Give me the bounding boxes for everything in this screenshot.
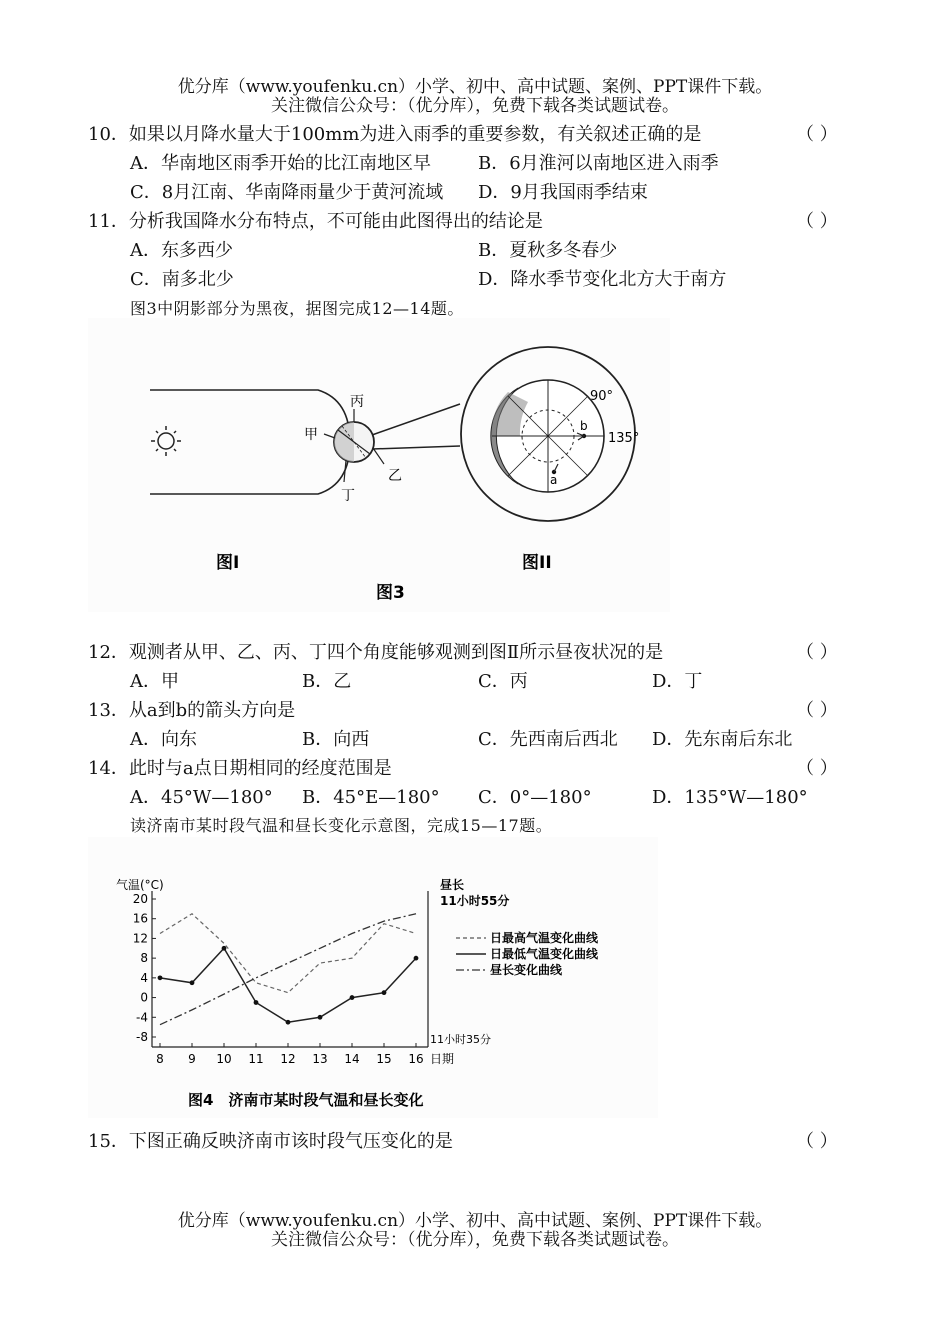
temperature-daylength-chart [88, 837, 658, 1118]
series-line-solid [160, 948, 416, 1022]
orbit-path [150, 390, 350, 494]
y-tick-label: -4 [136, 1010, 148, 1025]
answer-blank-14[interactable]: （ ） [796, 758, 838, 779]
question-10: 10．如果以月降水量大于100mm为进入雨季的重要参数，有关叙述正确的是 [88, 124, 702, 145]
data-point [382, 990, 387, 995]
q14-option-b[interactable]: B．45°E—180° [302, 787, 440, 808]
question-15: 15．下图正确反映济南市该时段气压变化的是 [88, 1131, 453, 1152]
label-b: b [580, 419, 588, 433]
x-tick-label: 10 [216, 1052, 232, 1066]
zoom-diagram [461, 347, 639, 521]
answer-blank-13[interactable]: （ ） [796, 700, 838, 721]
x-axis-label: 日期 [430, 1052, 455, 1066]
data-point [414, 956, 419, 961]
header-line-1: 优分库（www.youfenku.cn）小学、初中、高中试题、案例、PPT课件下载。 [177, 77, 773, 97]
y-tick-label: 0 [140, 990, 148, 1005]
y-tick-label: 16 [132, 911, 148, 926]
page-header [0, 78, 950, 116]
x-tick-label: 12 [280, 1052, 296, 1066]
legend-daylength: 昼长变化曲线 [490, 963, 563, 977]
page-footer [0, 1212, 950, 1250]
figure-3 [88, 318, 670, 612]
label-135: 135° [608, 431, 640, 446]
series-line-dashed [160, 914, 416, 993]
header-line-2: 关注微信公众号：（优分库），免费下载各类试题试卷。 [271, 96, 679, 116]
y2-top-label: 11小时55分 [440, 894, 510, 908]
figure3-intro: 图3中阴影部分为黑夜，据图完成12—14题。 [130, 299, 464, 318]
answer-blank-15[interactable]: （ ） [796, 1131, 838, 1152]
q11-option-b[interactable]: B．夏秋多冬春少 [478, 240, 618, 261]
q14-option-a[interactable]: A．45°W—180° [130, 787, 273, 808]
q10-option-b[interactable]: B．6月淮河以南地区进入雨季 [478, 153, 719, 174]
label-ding: 丁 [341, 488, 355, 504]
q10-option-a[interactable]: A．华南地区雨季开始的比江南地区早 [130, 153, 431, 174]
data-point [286, 1020, 291, 1025]
footer-line-2: 关注微信公众号：（优分库），免费下载各类试题试卷。 [271, 1230, 679, 1250]
q13-option-a[interactable]: A．向东 [130, 729, 197, 750]
q12-option-d[interactable]: D．丁 [652, 671, 703, 692]
q14-option-c[interactable]: C．0°—180° [478, 787, 592, 808]
q10-option-c[interactable]: C．8月江南、华南降雨量少于黄河流域 [130, 182, 444, 203]
data-point [254, 1000, 259, 1005]
q11-option-a[interactable]: A．东多西少 [130, 240, 233, 261]
q11-option-c[interactable]: C．南多北少 [130, 269, 234, 290]
data-point [350, 995, 355, 1000]
y-tick-label: 4 [140, 970, 148, 985]
q12-option-b[interactable]: B．乙 [302, 671, 352, 692]
y-tick-label: 8 [140, 951, 148, 966]
question-13: 13．从a到b的箭头方向是 [88, 700, 296, 721]
data-point [318, 1015, 323, 1020]
data-point [190, 980, 195, 985]
y-tick-label: 12 [132, 931, 148, 946]
label-yi: 乙 [388, 468, 402, 484]
label-a: a [550, 473, 558, 487]
figure4-intro: 读济南市某时段气温和昼长变化示意图，完成15—17题。 [130, 816, 553, 835]
q14-option-d[interactable]: D．135°W—180° [652, 787, 808, 808]
answer-blank-11[interactable]: （ ） [796, 211, 838, 232]
answer-blank-10[interactable]: （ ） [796, 124, 838, 145]
data-point [158, 975, 163, 980]
label-jia: 甲 [304, 427, 318, 443]
question-11: 11．分析我国降水分布特点，不可能由此图得出的结论是 [88, 211, 543, 232]
data-point [222, 946, 227, 951]
question-14: 14．此时与a点日期相同的经度范围是 [88, 758, 392, 779]
x-tick-label: 13 [312, 1052, 328, 1066]
x-tick-label: 11 [248, 1052, 264, 1066]
footer-line-1: 优分库（www.youfenku.cn）小学、初中、高中试题、案例、PPT课件下载。 [177, 1211, 773, 1231]
q13-option-b[interactable]: B．向西 [302, 729, 370, 750]
answer-blank-12[interactable]: （ ） [796, 642, 838, 663]
x-tick-label: 9 [188, 1052, 196, 1066]
x-tick-label: 14 [344, 1052, 360, 1066]
q13-option-c[interactable]: C．先西南后西北 [478, 729, 618, 750]
series-line-dashdot [160, 914, 416, 1025]
fig1-label: 图I [216, 553, 240, 573]
q10-option-d[interactable]: D．9月我国雨季结束 [478, 182, 648, 203]
q11-option-d[interactable]: D．降水季节变化北方大于南方 [478, 269, 727, 290]
label-90: 90° [590, 389, 614, 404]
y-tick-label: -8 [136, 1030, 148, 1044]
y-tick-label: 20 [132, 892, 148, 906]
fig2-label: 图II [522, 553, 552, 573]
y-axis-label: 气温(°C) [116, 878, 164, 892]
sun-icon [151, 426, 181, 456]
earth-icon [334, 422, 374, 462]
chart-legend [456, 930, 599, 977]
q13-option-d[interactable]: D．先东南后东北 [652, 729, 793, 750]
legend-min: 日最低气温变化曲线 [490, 947, 599, 961]
q12-option-a[interactable]: A．甲 [130, 671, 179, 692]
chart-title: 图4 济南市某时段气温和昼长变化 [188, 1091, 424, 1109]
figure-3-drawing [88, 318, 670, 612]
label-bing: 丙 [350, 394, 364, 410]
y2-bottom-label: 11小时35分 [430, 1033, 491, 1046]
x-tick-label: 15 [376, 1052, 392, 1066]
x-tick-label: 16 [408, 1052, 424, 1066]
figure-4 [88, 837, 658, 1118]
figure3-caption: 图3 [376, 583, 405, 603]
legend-max: 日最高气温变化曲线 [490, 931, 599, 945]
orbit-diagram [150, 390, 460, 504]
x-tick-label: 8 [156, 1052, 164, 1066]
question-12: 12．观测者从甲、乙、丙、丁四个角度能够观测到图Ⅱ所示昼夜状况的是 [88, 642, 664, 663]
y2-axis-label: 昼长 [440, 878, 465, 892]
q12-option-c[interactable]: C．丙 [478, 671, 528, 692]
